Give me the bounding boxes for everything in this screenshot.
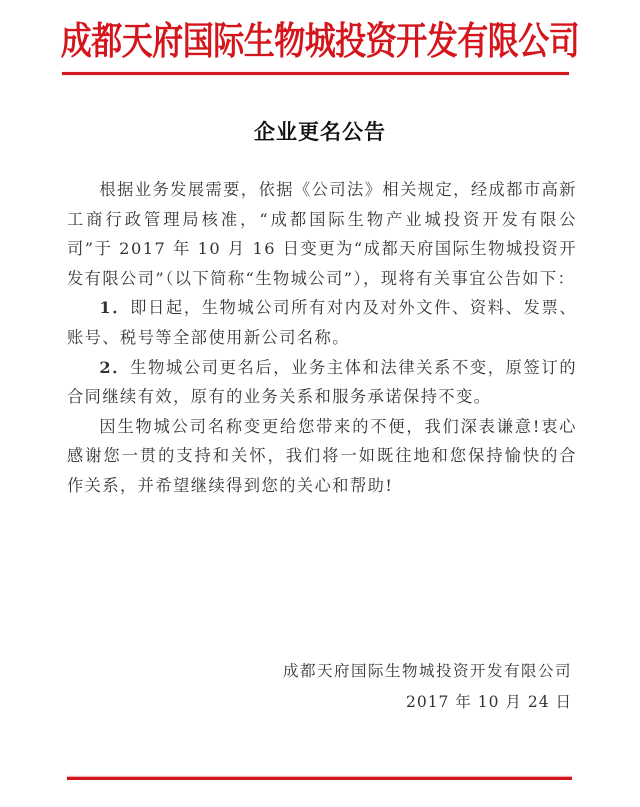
signature-company: 成都天府国际生物城投资开发有限公司 bbox=[282, 662, 572, 680]
paragraph-text: 即日起，生物城公司所有对内及对外文件、资料、发票、账号、税号等全部使用新公司名称。 bbox=[67, 298, 578, 347]
letterhead-company-name: 成都天府国际生物城投资开发有限公司 bbox=[60, 19, 580, 64]
footer-divider bbox=[67, 777, 572, 780]
paragraph-text: 生物城公司更名后，业务主体和法律关系不变，原签订的合同继续有效，原有的业务关系和服务承诺保持不变。 bbox=[67, 357, 578, 407]
item-number: 2． bbox=[99, 357, 131, 377]
signature-date: 2017 年 10 月 24 日 bbox=[405, 693, 572, 711]
item-paragraph-1 bbox=[67, 293, 577, 352]
letterhead-divider bbox=[62, 72, 569, 75]
signature-block bbox=[283, 656, 572, 718]
paragraph-text: 因生物城公司名称变更给您带来的不便，我们深表谦意!衷心感谢您一贯的支持和关怀，我们将一如既往地和您保持愉快的合作关系，并希望继续得到您的关心和帮助! bbox=[67, 416, 577, 495]
letterhead bbox=[0, 10, 640, 64]
document-title: 企业更名公告 bbox=[254, 119, 386, 144]
intro-paragraph bbox=[67, 175, 577, 293]
document-body bbox=[67, 175, 577, 501]
paragraph-text: 根据业务发展需要，依据《公司法》相关规定，经成都市高新工商行政管理局核准，“成都国际生物产业城投资开发有限公司”于 2017 年 10 月 16 日变更为“成都天府国际生物城投资开发有限公司”（以下简称“生物城公司”），现将有关事宜公告如下： bbox=[67, 180, 577, 288]
item-number: 1． bbox=[99, 298, 131, 318]
closing-paragraph bbox=[67, 412, 577, 501]
item-paragraph-2 bbox=[67, 353, 577, 412]
